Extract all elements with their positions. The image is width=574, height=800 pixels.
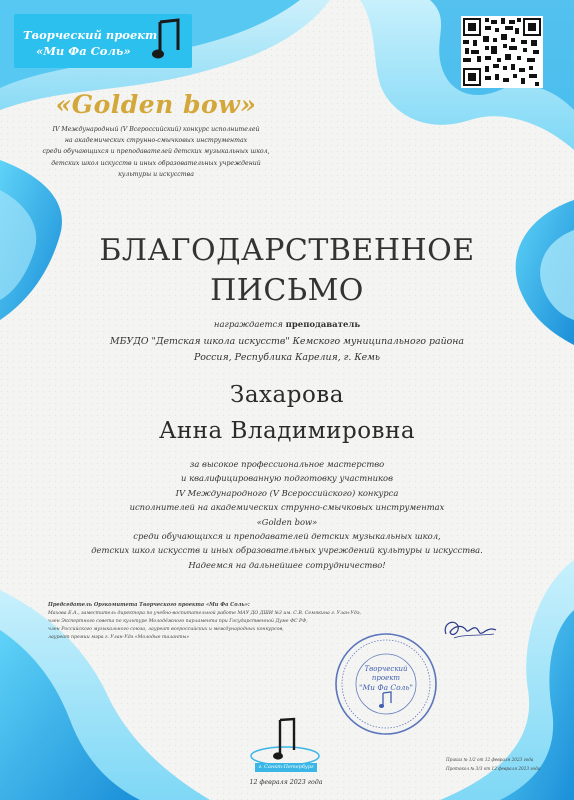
chairman-info <box>48 602 361 642</box>
contest-name: «Golden bow» <box>55 90 257 119</box>
chairman-line: лауреат премии мэра г. Улан-Удэ «Молодые таланты» <box>48 634 190 640</box>
body-line: детских школ искусств и иных образовательных учреждений культуры и искусства. <box>91 545 483 556</box>
recipient-given-name: Анна Владимировна <box>158 418 416 444</box>
document-title-line1: БЛАГОДАРСТВЕННОЕ <box>99 233 475 268</box>
chairman-title: Председатель Оргкомитета Творческого проекта «Ми Фа Соль»: <box>48 602 250 608</box>
awarded-line <box>0 320 574 330</box>
order-reference: Приказ № 1/2 от 12 февраля 2023 года <box>446 757 534 762</box>
organization-line: Россия, Республика Карелия, г. Кемь <box>193 352 381 363</box>
organization-line: МБУДО "Детская школа искусств" Кемского муниципального района <box>109 336 465 347</box>
stamp <box>331 631 441 737</box>
subtitle-line: детских школ искусств и иных образовательных учреждений <box>51 159 261 167</box>
body-line: Надеемся на дальнейшее сотрудничество! <box>188 559 386 570</box>
body-line: за высокое профессиональное мастерство <box>189 459 385 469</box>
body-line: среди обучающихся и преподавателей детских музыкальных школ, <box>133 531 441 542</box>
organization <box>0 334 574 366</box>
awarded-role: преподаватель <box>285 320 361 330</box>
project-badge-line2: «Ми Фа Соль» <box>36 44 131 58</box>
stamp-line1: Творческий <box>364 665 408 673</box>
chairman-line: член Экспертного совета по культуре Молодёжного парламента при Государственной Думе ФС РФ, <box>48 618 308 624</box>
subtitle-line: среди обучающихся и преподавателей детских музыкальных школ, <box>42 148 270 156</box>
subtitle-line: на академических струнно-смычковых инструментах <box>64 137 248 145</box>
document-title-line2: ПИСЬМО <box>210 273 364 308</box>
music-note-icon <box>150 16 186 66</box>
issue-date: 12 февраля 2023 года <box>249 779 323 786</box>
body-line: «Golden bow» <box>256 516 318 527</box>
signature <box>440 614 500 644</box>
awarded-prefix: награждается <box>213 320 283 330</box>
stamp-line2: проект <box>371 674 401 682</box>
chairman-line: Махова Е.А., заместитель директора по учебно-воспитательной работе МАУ ДО ДШИ №3 им. С.В. Семякина г. Улан-Удэ, <box>48 610 361 616</box>
body-line: IV Международного (V Всероссийского) конкурса <box>175 487 399 498</box>
body-line: исполнителей на академических струнно-смычковых инструментах <box>129 502 445 513</box>
project-badge-line1: Творческий проект <box>23 28 158 42</box>
city-badge: г. Санкт-Петербург <box>255 763 317 772</box>
body-line: и квалифицированную подготовку участников <box>181 473 393 484</box>
body-text <box>0 457 574 572</box>
qr-code[interactable] <box>461 16 543 88</box>
contest-subtitle <box>36 124 276 180</box>
project-badge <box>14 14 192 68</box>
chairman-line: член Российского музыкального союза, лауреат всероссийских и международных конкурсов, <box>48 626 284 632</box>
recipient-surname: Захарова <box>230 382 344 408</box>
protocol-reference: Протокол № 3/3 от 12 февраля 2023 года <box>446 766 541 771</box>
subtitle-line: культуры и искусства <box>118 170 194 178</box>
subtitle-line: IV Международный (V Всероссийский) конкурс исполнителей <box>52 126 260 133</box>
stamp-line3: "Ми Фа Соль" <box>359 683 413 692</box>
